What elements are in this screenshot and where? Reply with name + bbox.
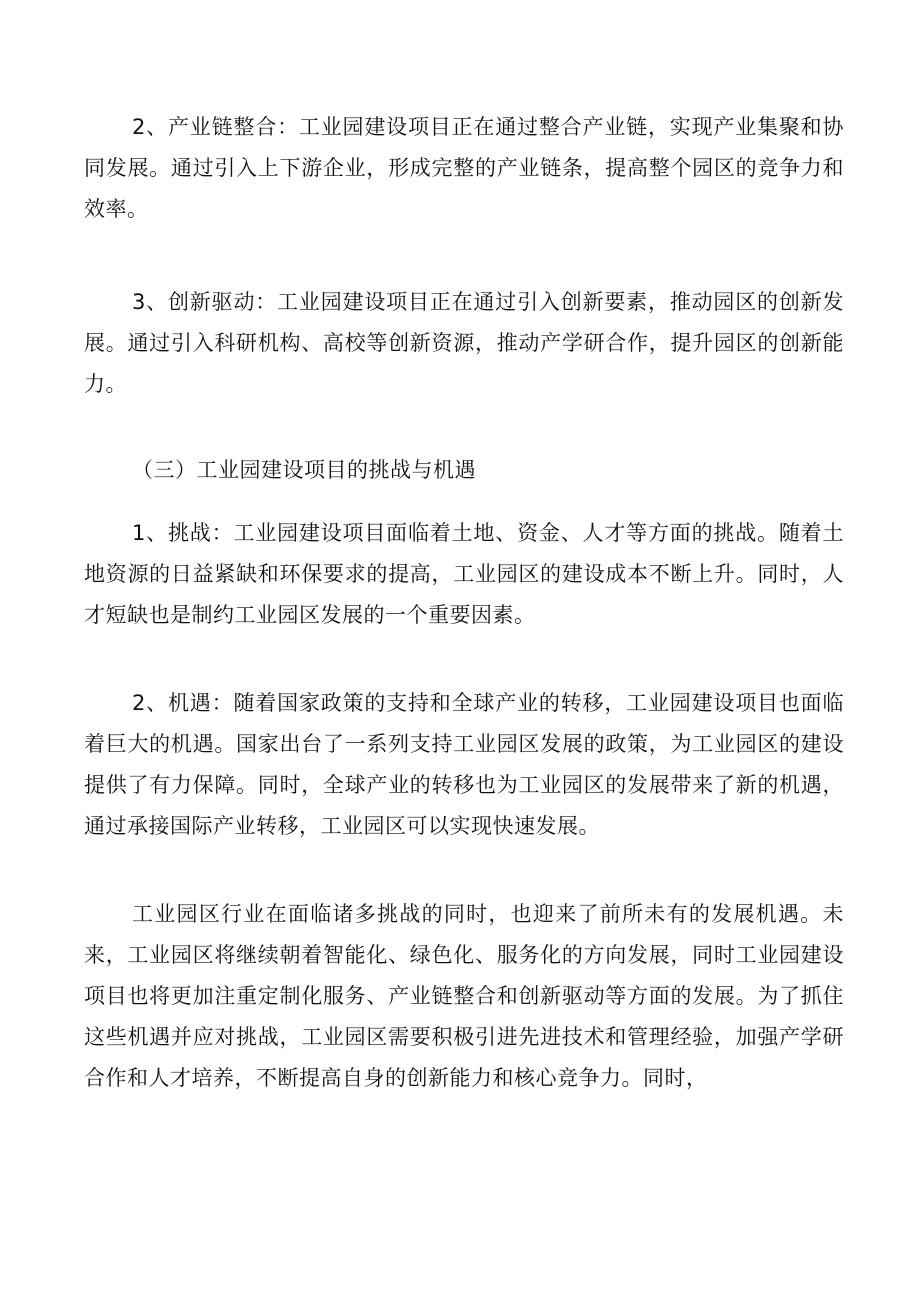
paragraph-summary: 工业园区行业在面临诸多挑战的同时，也迎来了前所未有的发展机遇。未来，工业园区将继续朝着智能化、绿色化、服务化的方向发展，同时工业园建设项目也将更加注重定制化服务、产业链整合和创新驱动等方面的发展。为了抓住这些机遇并应对挑战，工业园区需要积极引进先进技术和管理经验，加强产学研合作和人才培养，不断提高自身的创新能力和核心竞争力。同时， <box>84 902 844 1090</box>
paragraph-challenge: 1、挑战：工业园建设项目面临着土地、资金、人才等方面的挑战。随着土地资源的日益紧缺和环保要求的提高，工业园区的建设成本不断上升。同时，人才短缺也是制约工业园区发展的一个重要因素。 <box>84 521 844 627</box>
paragraph-opportunity: 2、机遇：随着国家政策的支持和全球产业的转移，工业园建设项目也面临着巨大的机遇。国家出台了一系列支持工业园区发展的政策，为工业园区的建设提供了有力保障。同时，全球产业的转移也为工业园区的发展带来了新的机遇，通过承接国际产业转移，工业园区可以实现快速发展。 <box>84 691 844 838</box>
section-heading-challenges-opportunities: （三）工业园建设项目的挑战与机遇 <box>132 458 476 482</box>
paragraph-innovation-drive: 3、创新驱动：工业园建设项目正在通过引入创新要素，推动园区的创新发展。通过引入科研机构、高校等创新资源，推动产学研合作，提升园区的创新能力。 <box>84 290 844 396</box>
paragraph-chain-integration: 2、产业链整合：工业园建设项目正在通过整合产业链，实现产业集聚和协同发展。通过引入上下游企业，形成完整的产业链条，提高整个园区的竞争力和效率。 <box>84 115 844 221</box>
